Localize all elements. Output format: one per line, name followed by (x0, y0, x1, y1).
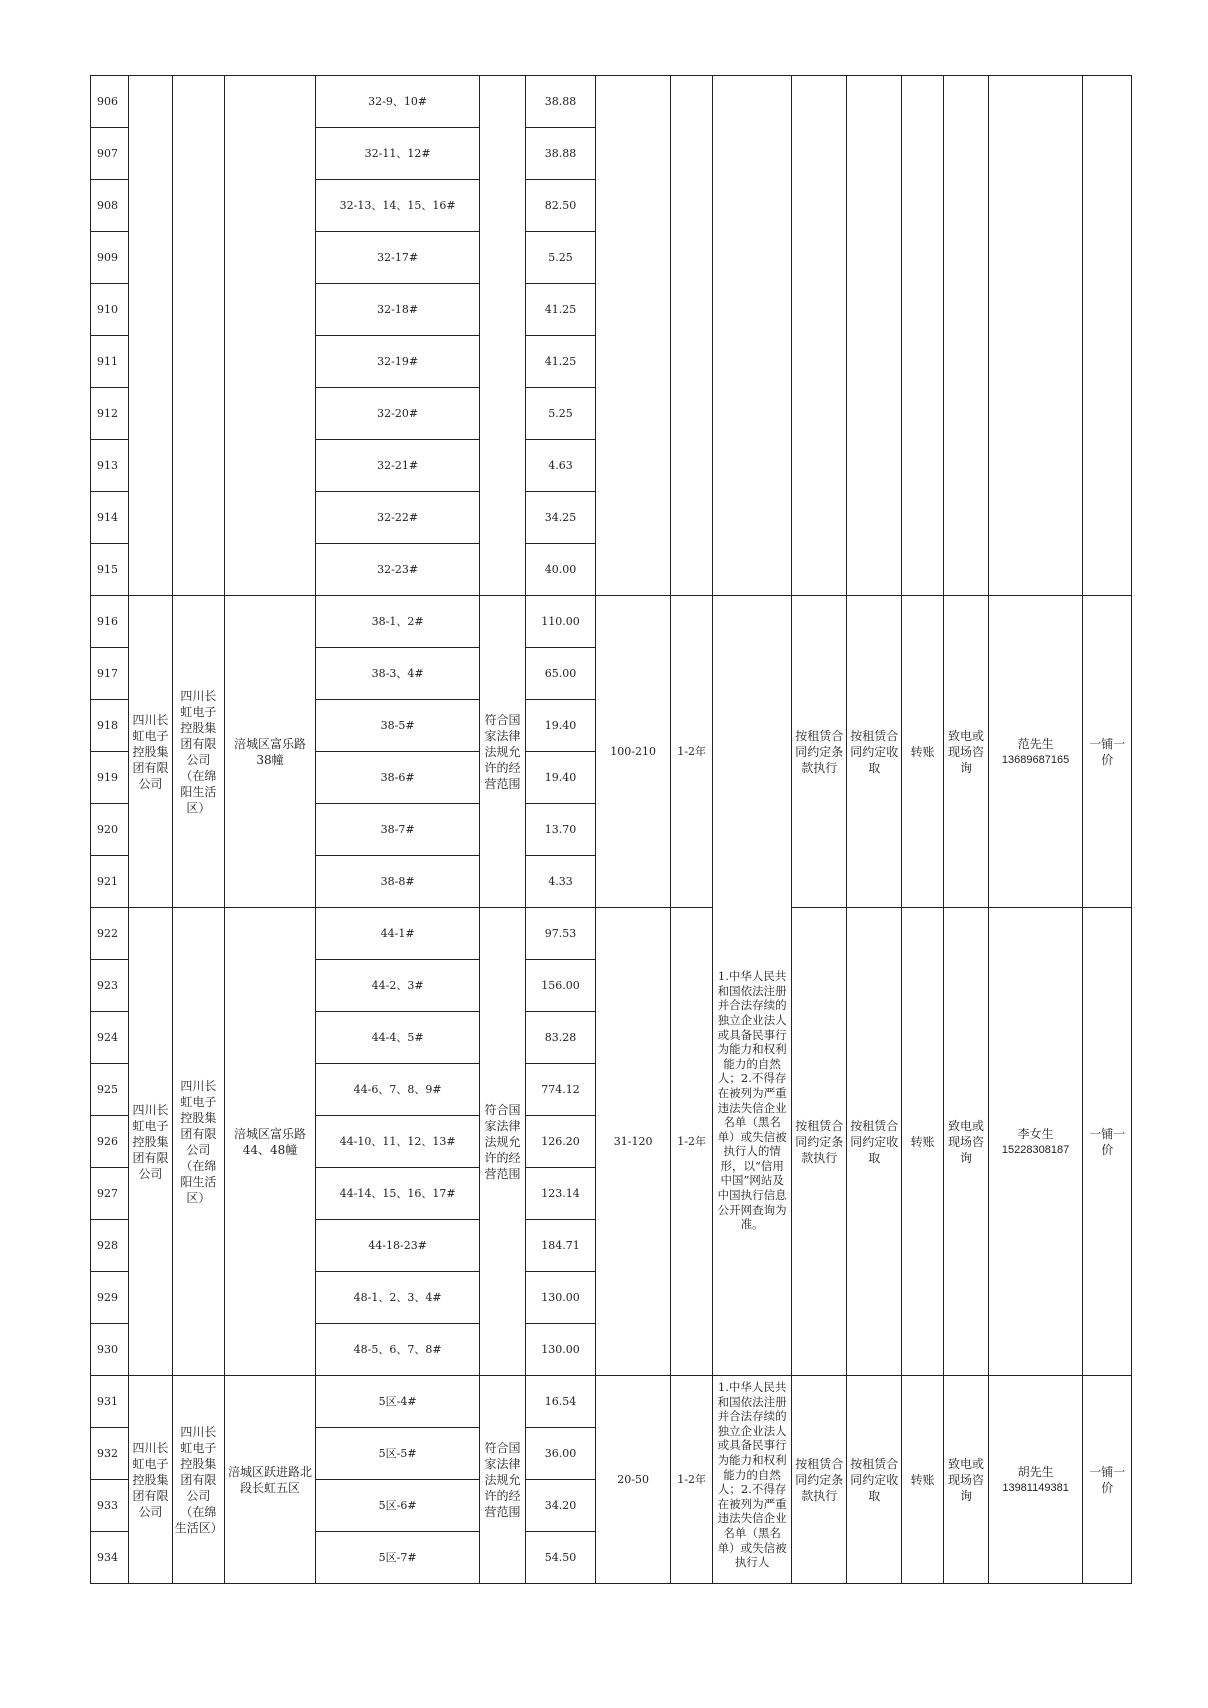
term-cell (670, 76, 712, 596)
consult-cell: 致电或现场咨询 (944, 596, 988, 908)
row-number: 916 (91, 596, 129, 648)
unit-number: 44-2、3# (315, 960, 479, 1012)
contact-phone: 13689687165 (1001, 753, 1070, 766)
address-cell (225, 76, 316, 596)
payment-cell: 转账 (901, 596, 943, 908)
unit-number: 32-11、12# (315, 128, 479, 180)
area-value: 34.25 (525, 492, 596, 544)
unit-number: 44-10、11、12、13# (315, 1116, 479, 1168)
unit-number: 38-1、2# (315, 596, 479, 648)
area-value: 65.00 (525, 648, 596, 700)
unit-number: 32-18# (315, 284, 479, 336)
requirement-cell (713, 1376, 792, 1584)
term-cell: 1-2年 (670, 908, 712, 1376)
pricing-cell (1083, 76, 1132, 596)
unit-number: 32-23# (315, 544, 479, 596)
row-number: 934 (91, 1532, 129, 1584)
unit-number: 38-5# (315, 700, 479, 752)
area-value: 38.88 (525, 128, 596, 180)
contact-name: 胡先生 (1017, 1464, 1054, 1479)
area-value: 16.54 (525, 1376, 596, 1428)
fee-terms-cell: 按租赁合同约定条款执行 (792, 908, 847, 1376)
row-number: 929 (91, 1272, 129, 1324)
area-value: 156.00 (525, 960, 596, 1012)
consult-cell: 致电或现场咨询 (944, 908, 988, 1376)
unit-number: 32-20# (315, 388, 479, 440)
unit-number: 44-14、15、16、17# (315, 1168, 479, 1220)
unit-number: 32-13、14、15、16# (315, 180, 479, 232)
unit-number: 32-19# (315, 336, 479, 388)
payment-cell: 转账 (901, 1376, 943, 1584)
unit-number: 5区-5# (315, 1428, 479, 1480)
contact-name: 李女生 (1017, 1126, 1054, 1141)
pricing-cell: 一铺一价 (1083, 908, 1132, 1376)
fee-terms-cell (792, 76, 847, 596)
unit-number: 32-9、10# (315, 76, 479, 128)
row-number: 921 (91, 856, 129, 908)
unit-number: 32-21# (315, 440, 479, 492)
usage-cell: 符合国家法律法规允许的经营范围 (480, 908, 525, 1376)
unit-number: 38-3、4# (315, 648, 479, 700)
price-cell: 20-50 (596, 1376, 671, 1584)
owner-cell (129, 76, 172, 596)
row-number: 910 (91, 284, 129, 336)
contact-phone: 13981149381 (1002, 1481, 1069, 1494)
unit-number: 44-1# (315, 908, 479, 960)
fee-collection-cell: 按租赁合同约定收取 (847, 1376, 901, 1584)
address-cell: 涪城区富乐路38幢 (225, 596, 316, 908)
contact-phone: 15228308187 (1001, 1143, 1070, 1156)
unit-number: 44-4、5# (315, 1012, 479, 1064)
area-value: 34.20 (525, 1480, 596, 1532)
fee-collection-cell: 按租赁合同约定收取 (847, 596, 901, 908)
area-value: 184.71 (525, 1220, 596, 1272)
area-value: 13.70 (525, 804, 596, 856)
row-number: 924 (91, 1012, 129, 1064)
consult-cell (944, 76, 988, 596)
area-value: 130.00 (525, 1324, 596, 1376)
manager-cell: 四川长虹电子控股集团有限公司（在绵阳生活区） (172, 596, 224, 908)
row-number: 925 (91, 1064, 129, 1116)
area-value: 36.00 (525, 1428, 596, 1480)
owner-cell: 四川长虹电子控股集团有限公司 (129, 1376, 172, 1584)
contact-cell (988, 1376, 1083, 1584)
row-number: 911 (91, 336, 129, 388)
row-number: 932 (91, 1428, 129, 1480)
unit-number: 38-8# (315, 856, 479, 908)
row-number: 926 (91, 1116, 129, 1168)
area-value: 123.14 (525, 1168, 596, 1220)
area-value: 4.33 (525, 856, 596, 908)
row-number: 920 (91, 804, 129, 856)
requirement-text: 1.中华人民共和国依法注册并合法存续的独立企业法人或具备民事行为能力和权利能力的自然人；2.不得存在被列为严重违法失信企业名单（黑名单）或失信被执行人的情形，以“信用中国”网站及中国执行信息公开网查询为准。 (717, 969, 787, 1232)
row-number: 927 (91, 1168, 129, 1220)
contact-cell (988, 76, 1083, 596)
term-cell: 1-2年 (670, 596, 712, 908)
area-value: 19.40 (525, 752, 596, 804)
area-value: 41.25 (525, 336, 596, 388)
unit-number: 44-6、7、8、9# (315, 1064, 479, 1116)
row-number: 931 (91, 1376, 129, 1428)
contact-cell (988, 908, 1083, 1376)
area-value: 54.50 (525, 1532, 596, 1584)
address-cell: 涪城区富乐路44、48幢 (225, 908, 316, 1376)
unit-number: 44-18-23# (315, 1220, 479, 1272)
owner-cell: 四川长虹电子控股集团有限公司 (129, 908, 172, 1376)
row-number: 933 (91, 1480, 129, 1532)
table-row (91, 1376, 1132, 1428)
property-listing-table (90, 75, 1132, 1584)
contact-cell (988, 596, 1083, 908)
area-value: 97.53 (525, 908, 596, 960)
fee-terms-cell: 按租赁合同约定条款执行 (792, 1376, 847, 1584)
row-number: 915 (91, 544, 129, 596)
area-value: 83.28 (525, 1012, 596, 1064)
fee-terms-cell: 按租赁合同约定条款执行 (792, 596, 847, 908)
unit-number: 5区-6# (315, 1480, 479, 1532)
row-number: 928 (91, 1220, 129, 1272)
usage-cell: 符合国家法律法规允许的经营范围 (480, 596, 525, 908)
contact-name: 范先生 (1017, 736, 1054, 751)
owner-cell: 四川长虹电子控股集团有限公司 (129, 596, 172, 908)
unit-number: 38-7# (315, 804, 479, 856)
pricing-cell: 一铺一价 (1083, 596, 1132, 908)
row-number: 908 (91, 180, 129, 232)
row-number: 917 (91, 648, 129, 700)
requirement-cell (713, 76, 792, 596)
area-value: 130.00 (525, 1272, 596, 1324)
unit-number: 5区-7# (315, 1532, 479, 1584)
row-number: 906 (91, 76, 129, 128)
unit-number: 38-6# (315, 752, 479, 804)
payment-cell: 转账 (901, 908, 943, 1376)
fee-collection-cell: 按租赁合同约定收取 (847, 908, 901, 1376)
term-cell: 1-2年 (670, 1376, 712, 1584)
price-cell: 100-210 (596, 596, 671, 908)
manager-cell: 四川长虹电子控股集团有限公司（在绵生活区） (172, 1376, 224, 1584)
area-value: 5.25 (525, 388, 596, 440)
table-row (91, 908, 1132, 960)
unit-number: 32-22# (315, 492, 479, 544)
fee-collection-cell (847, 76, 901, 596)
row-number: 919 (91, 752, 129, 804)
pricing-cell: 一铺一价 (1083, 1376, 1132, 1584)
area-value: 774.12 (525, 1064, 596, 1116)
row-number: 909 (91, 232, 129, 284)
row-number: 914 (91, 492, 129, 544)
address-cell: 涪城区跃进路北段长虹五区 (225, 1376, 316, 1584)
area-value: 82.50 (525, 180, 596, 232)
unit-number: 5区-4# (315, 1376, 479, 1428)
manager-cell: 四川长虹电子控股集团有限公司（在绵阳生活区） (172, 908, 224, 1376)
area-value: 38.88 (525, 76, 596, 128)
row-number: 923 (91, 960, 129, 1012)
table-row (91, 76, 1132, 128)
requirement-cell (713, 596, 792, 1376)
usage-cell (480, 76, 525, 596)
row-number: 930 (91, 1324, 129, 1376)
payment-cell (901, 76, 943, 596)
row-number: 912 (91, 388, 129, 440)
table-row (91, 596, 1132, 648)
area-value: 41.25 (525, 284, 596, 336)
area-value: 126.20 (525, 1116, 596, 1168)
price-cell: 31-120 (596, 908, 671, 1376)
unit-number: 48-5、6、7、8# (315, 1324, 479, 1376)
consult-cell: 致电或现场咨询 (944, 1376, 988, 1584)
requirement-text: 1.中华人民共和国依法注册并合法存续的独立企业法人或具备民事行为能力和权利能力的自然人；2.不得存在被列为严重违法失信企业名单（黑名单）或失信被执行人 (717, 1380, 787, 1570)
row-number: 918 (91, 700, 129, 752)
row-number: 913 (91, 440, 129, 492)
manager-cell (172, 76, 224, 596)
area-value: 40.00 (525, 544, 596, 596)
row-number: 922 (91, 908, 129, 960)
area-value: 5.25 (525, 232, 596, 284)
row-number: 907 (91, 128, 129, 180)
area-value: 4.63 (525, 440, 596, 492)
area-value: 19.40 (525, 700, 596, 752)
price-cell (596, 76, 671, 596)
area-value: 110.00 (525, 596, 596, 648)
usage-cell: 符合国家法律法规允许的经营范围 (480, 1376, 525, 1584)
unit-number: 48-1、2、3、4# (315, 1272, 479, 1324)
unit-number: 32-17# (315, 232, 479, 284)
